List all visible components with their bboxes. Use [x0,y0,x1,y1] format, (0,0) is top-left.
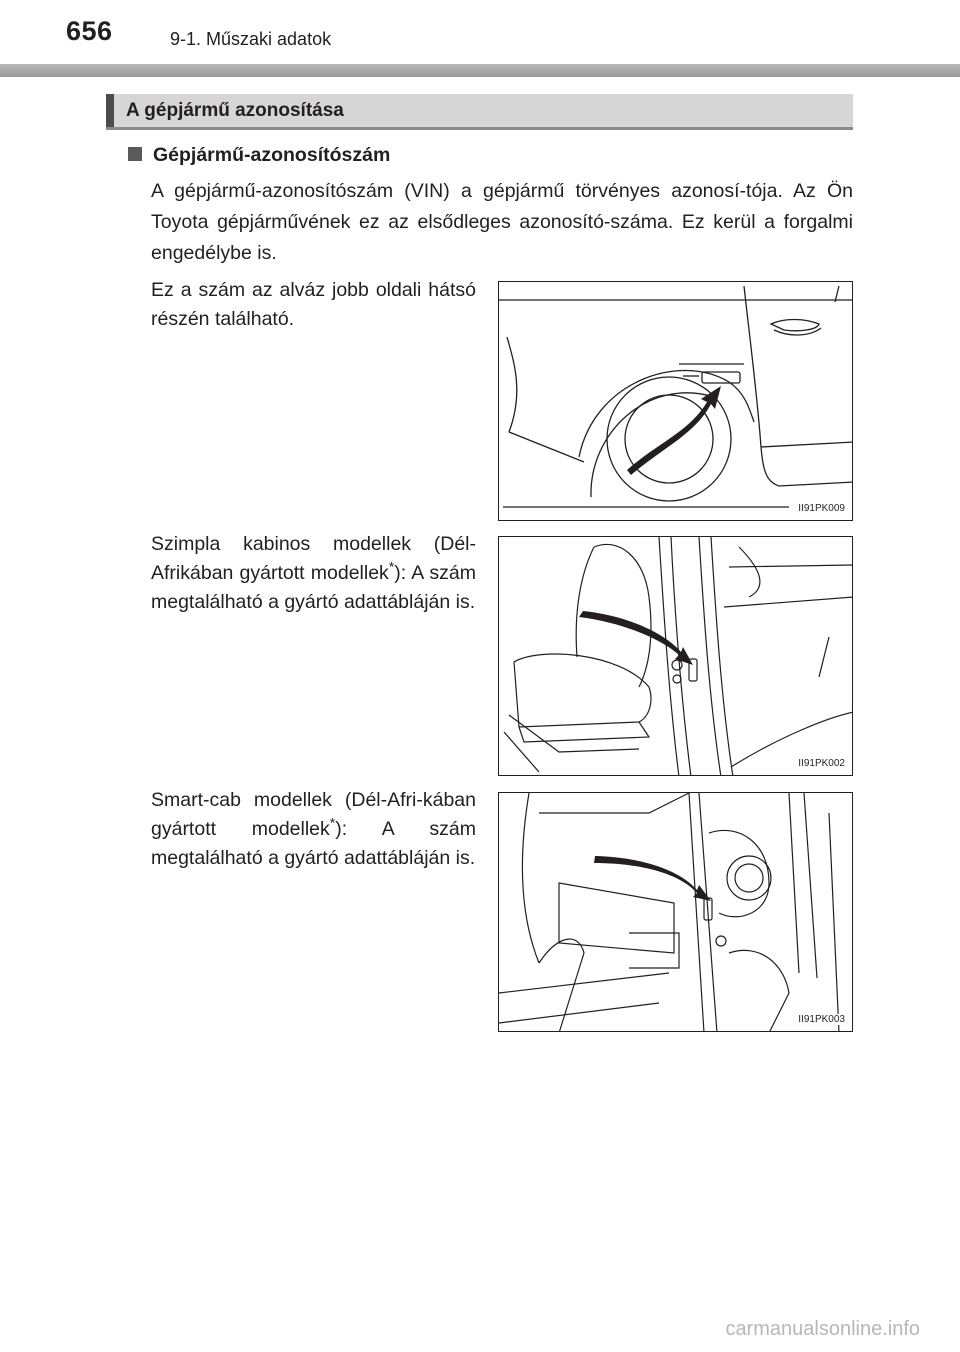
chapter-title: 9-1. Műszaki adatok [170,29,332,49]
section-accent [106,94,114,127]
item-1-text: Ez a szám az alváz jobb oldali hátsó részén található. [151,279,476,330]
footnote-star: * [388,558,395,575]
figure-code: II91PK009 [795,503,845,514]
item-2-text-start: Szimpla kabinos modellek (Dél-Afrikában gyártott modellek [151,533,476,584]
section-heading-bar [106,94,853,130]
item-3-text-end: ): A szám megtalálható a gyártó adattábláján is. [151,818,476,869]
item-2-text [151,530,476,617]
intro-paragraph: A gépjármű-azonosítószám (VIN) a gépjármű törvényes azonosí-tója. Az Ön Toyota gépjárművének ez az elsődleges azonosító-száma. Ez kerül a forgalmi engedélybe is. [151,180,853,264]
figure-code: II91PK003 [795,1014,845,1025]
item-3-text-start: Smart-cab modellek (Dél-Afri-kában gyártott modellek [151,789,476,840]
page-number: 656 [66,16,113,46]
rear-wheel-illustration [499,282,853,521]
figure-single-cab-door [498,536,853,776]
figure-code: II91PK002 [795,758,845,769]
figure-rear-chassis [498,281,853,521]
item-3-text [151,786,476,873]
item-2-text-end: ): A szám megtalálható a gyártó adattábláján is. [151,562,476,613]
section-title: A gépjármű azonosítása [126,100,344,121]
footnote-star: * [329,814,336,831]
header-rule [0,64,960,77]
subsection-title: Gépjármű-azonosítószám [153,144,391,166]
watermark: carmanualsonline.info [725,1318,920,1340]
subsection-heading [128,144,390,167]
single-cab-seat-illustration [499,537,853,776]
smart-cab-illustration [499,793,853,1032]
square-bullet-icon [128,147,142,161]
figure-smart-cab-door [498,792,853,1032]
